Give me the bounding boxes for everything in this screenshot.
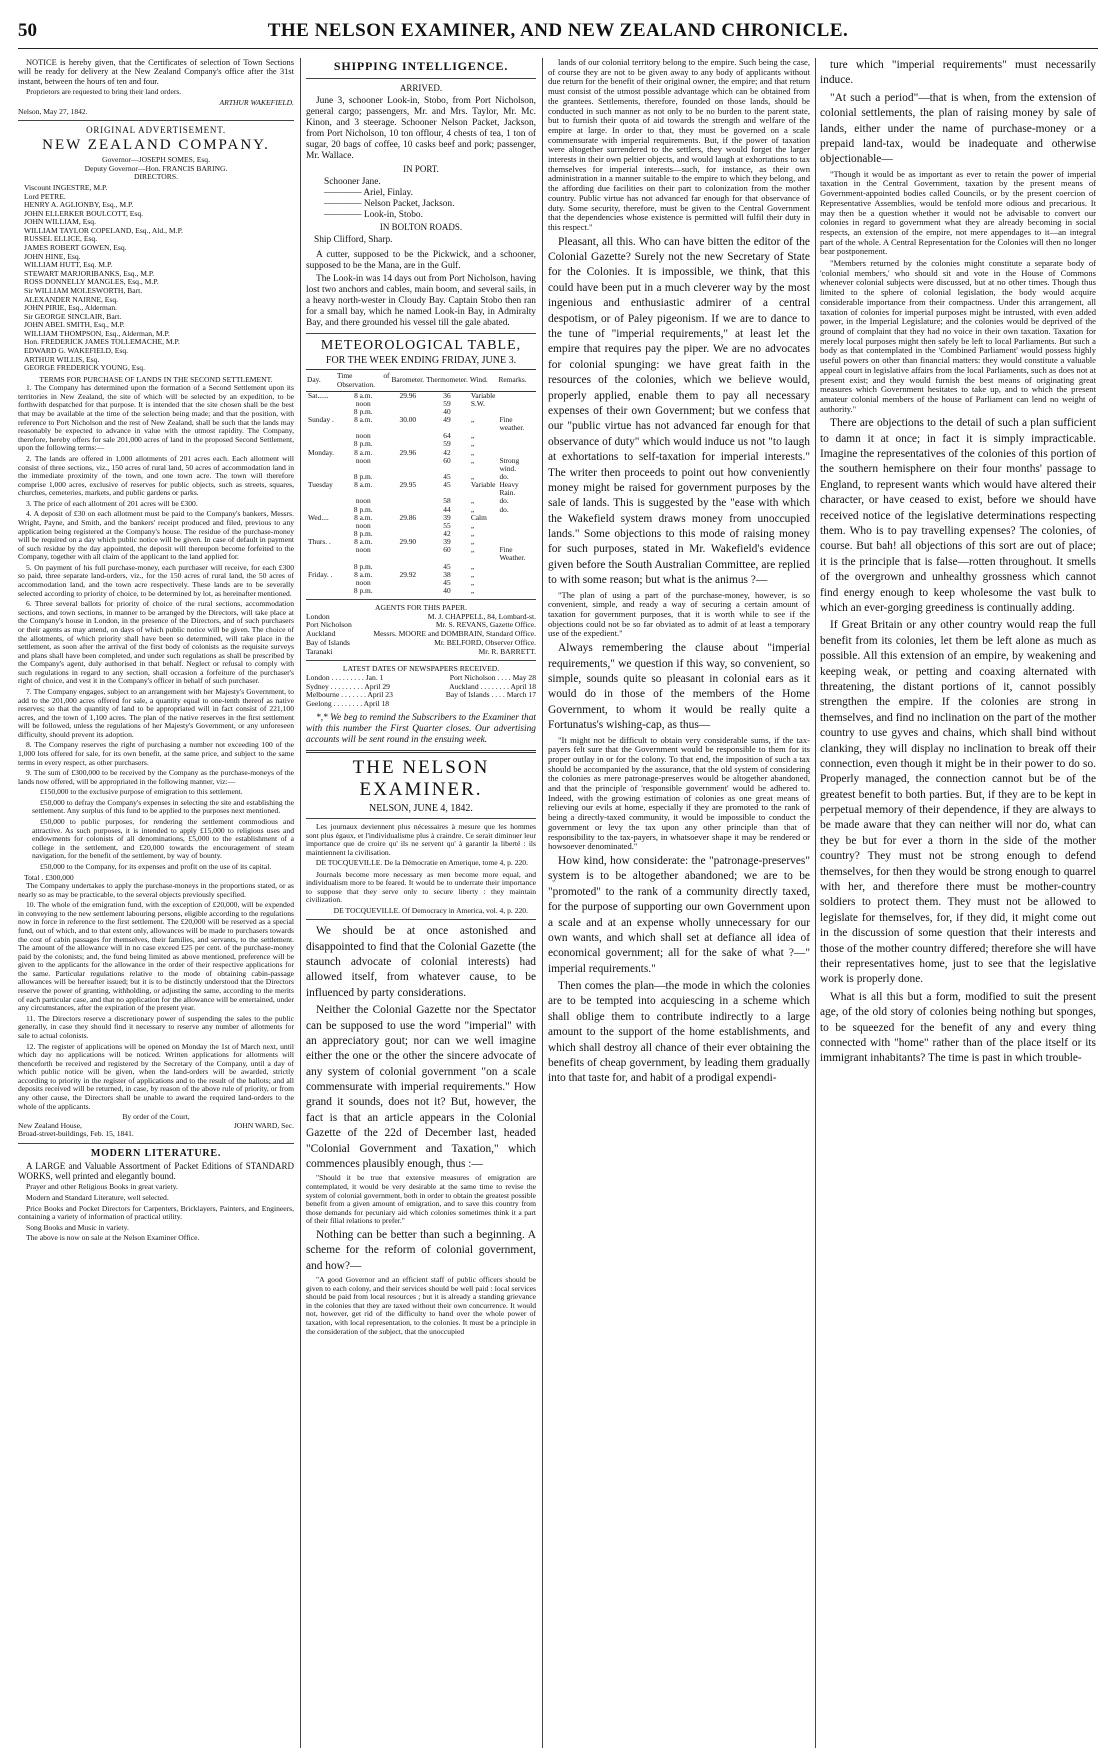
shipping-heading: SHIPPING INTELLIGENCE. — [333, 59, 509, 73]
literature-line: Prayer and other Religious Books in great variety. — [26, 1182, 178, 1192]
notice-text-2: Proprietors are requested to bring their land orders. — [26, 87, 182, 97]
company-deputy: Deputy Governor—Hon. FRANCIS BARING. — [84, 163, 228, 173]
table-row — [306, 432, 536, 440]
term: 1. The Company has determined upon the formation of a Second Settlement upon its territories in New Zealand, the site of which will be selected by an expedition, to be forthwith despatched for that purpose. It is intended that the site chosen shall be the best that may be available at the time of the selection being made; and that the position, with reference to Port Nicholson and the rest of New Zealand, shall be such that the lands may reasonably be expected to advance in value with the utmost rapidity. The Company, therefore, hereby offers for sale 201,000 acres of land in the proposed Second Settlement, upon the following terms:— — [18, 383, 294, 453]
literature-line: The above is now on sale at the Nelson Examiner Office. — [26, 1233, 200, 1243]
table-cell: 55 — [443, 520, 451, 530]
table-cell: 60 — [443, 545, 451, 555]
epigraph-english: Journals become more necessary as men become more equal, and individualism more to be feared. It would be to underrate their importance to suppose that they serve only to secure liberty : they maintain civilization. — [306, 869, 536, 905]
agent-name: Mr. S. REVANS, Gazette Office. — [435, 620, 536, 630]
agent-name: Mr. BELFORD, Observer Office. — [434, 637, 536, 647]
date-right: Port Nicholson . . . . May 28 — [449, 672, 536, 682]
term: 5. On payment of his full purchase-money, each purchaser will receive, for each £300 so paid, three separate land-orders, viz., for the 150 acres of rural land, the 50 acres of accommodation land, and the town acre respectively. These lands are to be severally selected according to priority of choice, to be determined by lot, as hereinafter mentioned. — [18, 562, 294, 598]
table-cell: 59 — [443, 439, 451, 449]
table-cell — [497, 530, 536, 538]
article-quote: lands of our colonial territory belong to the empire. Such being the case, of course they are not to be given away to any body of applicants without due return for the benefit of their original owner, the empire; and that return must consist of the utmost possible advantage which can be obtained from the grantees. Settlements, therefore, founded on those lands, should be conducted in such manner as not only to be no burden to the parent state, but to furnish their quota of aid towards the strength and welfare of the empire at large. In order to that, they must be governed on a scale commensurate with imperial requirements. But, if the power of taxation were altogether surrendered to the settlers, they would forget the larger interests in their own peltier objects, and would laugh at exhortations to tax themselves for imperial interests—such, for instance, as their own administration in a manner suitable to the empire to which they belong, and the affording due facilities on their part to colonization from the mother country. Public virtue has not advanced far enough for that observance of duty. Some security, therefore, must be given to the Central Government that the dependencies whose existence is permitted will fulfil their duty in this respect." — [548, 58, 810, 232]
table-cell: 40 — [443, 586, 451, 596]
divider — [306, 750, 536, 753]
appropriation: £50,000 to the Company, for its expenses and profit on the use of its capital. — [40, 861, 272, 871]
table-cell: 29.86 — [399, 512, 417, 522]
director: JAMES ROBERT GOWEN, Esq. — [24, 243, 127, 253]
arrived-label: ARRIVED. — [399, 82, 443, 93]
literature-line: Modern and Standard Literature, well selected. — [26, 1193, 169, 1203]
table-cell: 58 — [443, 496, 451, 506]
dates-heading: LATEST DATES OF NEWSPAPERS RECEIVED. — [342, 664, 500, 674]
literature-line: Song Books and Music in variety. — [26, 1222, 129, 1232]
column-3 — [548, 58, 810, 1748]
table-cell: 64 — [443, 431, 451, 441]
director: HENRY A. AGLIONBY, Esq., M.P. — [24, 200, 134, 210]
table-cell: 45 — [443, 561, 451, 571]
table-cell — [497, 440, 536, 448]
article-col2 — [306, 924, 536, 1336]
column-4 — [820, 58, 1096, 1748]
table-cell: 8 a.m. — [354, 415, 373, 425]
table-header-row — [306, 370, 536, 391]
date-row — [306, 700, 536, 709]
term: 6. Three several ballots for priority of choice of the rural sections, accommodation sections, and town sections, in manner to be arranged by the Directors, will take place at the Company's house in London, in the presence of the Directors, and of such purchasers or their agents as may attend, on days of which public notice will be given. The choice of the allotments, of which priority shall have been so determined, will take place in the settlement, as soon after the arrival of the first body of colonists as the requisite surveys and plans shall have been completed, and under such regulations as shall be prescribed by the Company's agent, duly authorised in that behalf. Neglect or refusal to comply with such regulations in regard to any section, shall occasion a forfeiture of the purchaser's right of choice, and vest it in the Company's officer in behalf of such purchaser. — [18, 599, 294, 686]
notice-signature: ARTHUR WAKEFIELD. — [219, 98, 294, 108]
date-right: Auckland . . . . . . . . April 18 — [449, 681, 536, 691]
article-quote: "Though it would be as important as ever to retain the power of imperial taxation in the Central Government, taxation by the present means of Government-appointed bodies called Councils, or by the present coercion of Representative Assemblies, would be tenfold more odious and precarious. It may then be a question whether it would not be advisable to convert our colonies in regard to government what they are already becoming in social respects, an extension of the empire, not mere appendages to it—an integral part of the whole. A Central Representation for the Colonies will then no longer bear postponement. — [820, 168, 1096, 257]
table-cell: 42 — [443, 529, 451, 539]
table-cell: 29.92 — [399, 569, 417, 579]
table-row — [306, 481, 536, 497]
table-cell: noon — [355, 455, 371, 465]
table-cell — [391, 432, 426, 440]
secretary: JOHN WARD, Sec. — [233, 1120, 294, 1130]
epigraph-french-source: DE TOCQUEVILLE. De la Démocratie en Amerique, tome 4, p. 220. — [315, 858, 528, 868]
director: ROSS DONNELLY MANGLES, Esq., M.P. — [24, 277, 159, 287]
table-cell: 60 — [443, 455, 451, 465]
agent-name: M. J. CHAPPELL, 84, Lombard-st. — [427, 611, 536, 621]
agent-place: Bay of Islands — [306, 637, 350, 647]
masthead: THE NELSON EXAMINER, AND NEW ZEALAND CHRONICLE. — [267, 20, 849, 41]
date-left: Sydney . . . . . . . . . April 29 — [306, 681, 390, 691]
arrived-text: June 3, schooner Look-in, Stobo, from Port Nicholson, general cargo; passengers, Mr. and Mrs. Taylor, Mr. Mc. Kinon, and 3 steerage. Schooner Nelson Packet, Jackson, from Port Nicholson, 10 ton offlour, 4 chests of tea, 1 ton of sugar, 20 bags of coffee, 10 casks beef and pork; passenger, Mr. Wallace. — [306, 96, 536, 161]
ship: ———— Look-in, Stobo. — [324, 209, 423, 220]
table-cell: 8 p.m. — [353, 406, 373, 416]
article-para: Then comes the plan—the mode in which the colonies are to be tempted into acquiescing in a scheme which shall oblige them to contribute indirectly to a large amount to the support of the home establishments, and which shall destroy all chance of their ever obtaining the benefits of cheap government, by leading them gradually into that taste for, and habit of a prodigal expendi- — [548, 980, 810, 1085]
column-header: Wind. — [469, 370, 498, 391]
director: WILLIAM TAYLOR COPELAND, Esq., Ald., M.P. — [24, 225, 183, 235]
divider — [306, 660, 536, 661]
agent-place: London — [306, 611, 330, 621]
column-rule-1 — [300, 58, 301, 1748]
terms-heading: TERMS FOR PURCHASE OF LANDS IN THE SECOND SETTLEMENT. — [39, 374, 273, 384]
director: JOHN HINE, Esq. — [24, 251, 81, 261]
table-cell — [306, 457, 336, 473]
director: JOHN WILLIAM, Esq. — [24, 217, 96, 227]
table-cell: „ — [470, 586, 475, 596]
table-row — [306, 563, 536, 571]
appropriations — [18, 788, 294, 871]
table-cell: „ — [470, 520, 475, 530]
divider — [306, 78, 536, 79]
table-cell — [391, 546, 426, 562]
table-cell: „ — [470, 496, 475, 506]
table-cell: Variable — [470, 390, 496, 400]
shipping-para: The Look-in was 14 days out from Port Nicholson, having lost two anchors and cables, main boom, and several sails, in a heavy north-wester in Cloudy Bay. Captain Stobo then ran for a small bay, which he named Look-in Bay, in Admiralty Bay, and there grounded his vessel till the gale abated. — [306, 274, 536, 328]
table-cell: 8 a.m. — [354, 390, 373, 400]
term: 3. The price of each allotment of 201 acres will be £300. — [26, 498, 198, 508]
agents-heading: AGENTS FOR THIS PAPER. — [375, 603, 467, 613]
article-quote: "Should it be true that extensive measures of emigration are contemplated, it would be very desirable at the same time to revise the system of colonial government, both in order to obtain the greatest possible benefit from a given amount of emigration, and to save this country from those demands for pecuniary aid which colonies sometimes think it a part of their filial relations to prefer." — [306, 1173, 536, 1226]
table-cell — [497, 514, 536, 522]
table-cell: do. — [499, 496, 509, 506]
article-para: Always remembering the clause about "imperial requirements," we question if this way, so convenient, so simple, sounds quite so pleasant in colonial ears as it would do in those of the members of the Home Government, to whom it would be really quite a Fortunatus's wishing-cap, as thus— — [548, 642, 810, 732]
date-right: Bay of Islands . . . . March 17 — [445, 690, 536, 700]
article-para: ture which "imperial requirements" must necessarily induce. — [820, 59, 1096, 87]
table-cell — [391, 522, 426, 530]
table-cell: „ — [470, 561, 475, 571]
table-cell: 8 p.m. — [353, 472, 373, 482]
table-row — [306, 391, 536, 400]
table-row — [306, 400, 536, 408]
directors-label: DIRECTORS. — [134, 172, 178, 182]
table-cell: „ — [470, 529, 475, 539]
table-cell: 29.96 — [399, 390, 417, 400]
in-port-list — [306, 177, 536, 221]
column-header: Thermometer. — [425, 370, 469, 391]
term: 12. The register of applications will be opened on Monday the 1st of March next, until which day no applications will be noticed. Written applications for allotments will thenceforth be received and registered by the Secretary of the Company, until a day of which public notice will be given, when the land-orders will be awarded, strictly according to priority in the register of applications and to the result of the ballots; and all deposits received will be returned, in case, by reason of the above rule of priority, or from any other cause, the Directors shall be unable to award the required land-orders to the whole of the applicants. — [18, 1041, 294, 1111]
director: Sir GEORGE SINCLAIR, Bart. — [24, 311, 122, 321]
column-header: Day. — [306, 370, 336, 391]
table-cell: noon — [355, 577, 371, 587]
director: ALEXANDER NAIRNE, Esq. — [24, 294, 119, 304]
table-cell: Fine weather. — [499, 415, 525, 433]
article-quote: "A good Governor and an efficient staff of public officers should be given to each colony, and their services should be well paid : local services should be paid from local resources ; but it is already a standing grievance in the colonies that they are taxed without their own concurrence. It would not, however, get rid of the difficulty to hand over the whole power of taxation, with local representation, to the colonies. It must be a principle in the consideration of the subject, that the unoccupied — [306, 1275, 536, 1336]
ship: ———— Ariel, Finlay. — [324, 188, 413, 199]
company-title: NEW ZEALAND COMPANY. — [42, 137, 270, 154]
appropriation: £150,000 to the exclusive purpose of emigration to this settlement. — [40, 787, 243, 797]
epigraph — [306, 823, 536, 915]
ship: Schooner Jane. — [324, 177, 381, 188]
table-cell: „ — [470, 545, 475, 555]
table-cell — [306, 546, 336, 562]
shipping-para: A cutter, supposed to be the Pickwick, and a schooner, supposed to be the Mana, are in the Gulf. — [306, 250, 536, 272]
address: Broad-street-buildings, Feb. 15, 1841. — [18, 1129, 134, 1139]
director: WILLIAM THOMPSON, Esq., Alderman, M.P. — [24, 328, 170, 338]
table-cell: noon — [355, 545, 371, 555]
article-para: There are objections to the detail of such a plan sufficient to damn it at once; in fact it is simply impracticable. Imagine the representatives of the colonies of this portion of the southern hemisphere on their four months' passage to England, to represent wants which would have altered their character, or have ceased to exist, before we should have received notice of the legislative determinations respecting them. Who is to pay travelling expenses? The colonies, of course. But bah! all objections of this sort are out of place; it is the principle that is false—rotten throughout. It smells of the overgrown and unhealthy grossness which cannot find energy enough to keep wholesome the vast bulk to which an ever-gorging greediness is continually adding. — [820, 417, 1096, 614]
table-cell: „ — [470, 447, 475, 457]
table-cell: Sat...... — [308, 390, 329, 400]
term: 8. The Company reserves the right of purchasing a number not exceeding 100 of the 1,000 lots offered for sale, for its own benefit, at the same price, and subject to the same terms in every respect, as other purchasers. — [18, 740, 294, 767]
table-cell: do. — [499, 504, 509, 514]
term: 7. The Company engages, subject to an arrangement with her Majesty's Government, to add to the 201,000 acres offered for sale, a quantity equal to one-tenth thereof as native reserves; so that the quantity of land to be appropriated will in fact consist of 221,100 acres, and the town of 1,100 acres. The plan of the native reserves in the first settlement will be followed, unless the regulations of her Majesty's Government, or any unforeseen difficulty, should prevent its adoption. — [18, 686, 294, 739]
meteorological-title: METEOROLOGICAL TABLE, — [320, 337, 522, 353]
table-cell — [391, 587, 426, 595]
table-cell: 8 a.m. — [354, 512, 373, 522]
table-cell — [306, 400, 336, 408]
table-row — [306, 416, 536, 432]
table-cell: Variable — [470, 480, 496, 490]
house: New Zealand House, — [18, 1120, 82, 1130]
table-cell — [497, 522, 536, 530]
table-cell: 29.96 — [399, 447, 417, 457]
term: 2. The lands are offered in 1,000 allotments of 201 acres each. Each allotment will consist of three sections, viz., 150 acres of rural land, 50 acres of accommodation land in the immediate proximity of the town, and one town acre. The town will therefore comprise 1,000 acres, exclusive of reserves for public objects, such as streets, squares, churches, cemeteries, markets, and public gardens or parks. — [18, 453, 294, 498]
term: 9. The sum of £300,000 to be received by the Company as the purchase-moneys of the lands now offered, will be appropriated in the following manner, viz:— — [18, 768, 294, 786]
director: GEORGE FREDERICK YOUNG, Esq. — [24, 363, 146, 373]
agent-row — [306, 648, 536, 657]
article-para: Nothing can be better than such a beginning. A scheme for the reform of colonial government, and how?— — [306, 1228, 536, 1272]
table-cell: 8 p.m. — [353, 561, 373, 571]
table-cell — [391, 400, 426, 408]
column-rule-3 — [815, 58, 816, 1748]
article-quote: "The plan of using a part of the purchase-money, however, is so convenient, simple, and ready a way of securing a certain amount of taxation for government purposes, that it is worth while to see if the objections could not be so far obviated as to admit of at least a temporary use of the expedient." — [548, 589, 810, 639]
table-cell: Fine Weather. — [499, 545, 526, 563]
table-cell — [497, 563, 536, 571]
company-heading: ORIGINAL ADVERTISEMENT. — [86, 125, 226, 136]
notice — [18, 58, 294, 116]
divider — [18, 120, 294, 121]
table-cell — [306, 497, 336, 505]
literature-heading: MODERN LITERATURE. — [90, 1147, 222, 1159]
column-header: Remarks. — [497, 370, 536, 391]
table-cell: 30.00 — [399, 415, 417, 425]
literature-line: Price Books and Pocket Directors for Carpenters, Bricklayers, Painters, and Engineers, containing a variety of information of practical utility. — [18, 1203, 294, 1222]
table-cell: 45 — [443, 480, 451, 490]
article-para: Pleasant, all this. Who can have bitten the editor of the Colonial Gazette? Surely not the new Secretary of State for the Colonies. It is impossible, we think, that this could have been put in a much cleverer way by the most ingenious and enthusiastic admirer of a central despotism, or of Paley pigeonism. If we are to dance to the tune of "imperial requirements," at least let the empire that requires pay the piper. We are no advocates for colonial spunging: we have great faith in the resources of the colonies, which we believe would, properly applied, enable them to pay all necessary expenses of their own Government; but we confess that our "public virtue has not advanced far enough for that observance of duty" which would induce us not "to laugh at exhortations to self-taxation for imperial interests." The writer then proceeds to point out how conveniently money might be raised for government purposes by the sale of lands. This is suggested by the "ease with which the Wakefield system draws money from unoccupied lands." Some objections to this mode of raising money for such purposes, stated in Mr. Wakefield's evidence given before the South Australian Committee, are replied to with some reason; but what is the animus ?— — [548, 235, 810, 587]
notice-text: NOTICE is hereby given, that the Certificates of selection of Town Sections will be ready for delivery at the New Zealand Company's office after the 31st instant, between the hours of ten and four. — [18, 58, 294, 86]
column-1 — [18, 58, 294, 1748]
table-cell — [497, 432, 536, 440]
table-cell — [306, 432, 336, 440]
table-cell: Thurs. . — [308, 537, 331, 547]
term: The Company undertakes to apply the purchase-moneys in the proportions stated, or as nearly so as may be practicable, to the several objects previously specified. — [18, 881, 294, 899]
ship: ———— Nelson Packet, Jackson. — [324, 199, 455, 210]
director: WILLIAM HUTT, Esq. M.P. — [24, 260, 113, 270]
director: Hon. FREDERICK JAMES TOLLEMACHE, M.P. — [24, 337, 180, 347]
table-cell — [497, 400, 536, 408]
director: JOHN ABEL SMITH, Esq., M.P. — [24, 320, 125, 330]
table-cell: „ — [470, 439, 475, 449]
column-header: Barometer. — [391, 370, 426, 391]
table-cell: 8 a.m. — [354, 569, 373, 579]
agent-place: Auckland — [306, 629, 336, 639]
director: Lord PETRE. — [24, 191, 66, 201]
table-row — [306, 530, 536, 538]
table-cell — [306, 579, 336, 587]
column-header: Time of Observation. — [336, 370, 390, 391]
agent-place: Taranaki — [306, 646, 333, 656]
term: 4. A deposit of £30 on each allotment must be paid to the Company's bankers, Messrs. Wright, Payne, and Smith, and the bankers' receipt produced and filed, previous to any application being registered at the Company's house. The residue of the purchase-money will be required on a day which public notice will be given. In case of default in payment of such residue by the day appointed, the deposit will thereupon become forfeited to the Company, together with all claim of the applicant to the land applied for. — [18, 509, 294, 562]
order-of-court: By order of the Court, — [122, 1112, 190, 1122]
table-cell: „ — [470, 537, 475, 547]
agent-place: Port Nicholson — [306, 620, 352, 630]
table-cell: noon — [355, 496, 371, 506]
meteorological-rows — [306, 391, 536, 595]
dates-list — [306, 674, 536, 709]
literature-title: A LARGE and Valuable Assortment of Packet Editions of STANDARD WORKS, well printed and elegantly bound. — [18, 1161, 294, 1182]
date-left: Melbourne . . . . . . . April 23 — [306, 690, 393, 700]
director: JOHN ELLERKER BOULCOTT, Esq. — [24, 208, 144, 218]
appropriation-total: Total . £300,000 — [24, 872, 74, 882]
table-cell: 8 p.m. — [353, 504, 373, 514]
table-cell: 8 p.m. — [353, 529, 373, 539]
agents-list — [306, 613, 536, 657]
table-cell: 49 — [443, 415, 451, 425]
table-cell: do. — [499, 472, 509, 482]
divider — [306, 333, 536, 334]
page-header — [18, 18, 1098, 49]
epigraph-english-source: DE TOCQUEVILLE. Of Democracy in America, vol. 4, p. 220. — [333, 905, 528, 915]
examiner-title: THE NELSON EXAMINER. — [352, 756, 490, 800]
table-cell — [306, 587, 336, 595]
agent-name: Messrs. MOORE and DOMBRAIN, Standard Office. — [373, 629, 536, 639]
table-cell: 44 — [443, 504, 451, 514]
table-cell: „ — [470, 415, 475, 425]
table-cell: Monday. — [308, 447, 335, 457]
appropriation: £50,000 to public purposes, for rendering the settlement commodious and attractive. As such purposes, it is intended to apply £15,000 to religious uses and endowments for colonists of all denominations, £5,000 to the establishment of a college in the settlement, and £20,000 towards the encouragement of steam navigation, for the benefit of the settlement, by way of bounty. — [32, 817, 294, 861]
table-row — [306, 514, 536, 522]
table-cell: Calm — [470, 512, 487, 522]
article-para: "At such a period"—that is when, from the extension of colonial settlements, the plan of raising money by sale of lands, either under the name of purchase-money or a prepaid land-tax, would be inadequate and otherwise objectionable— — [820, 91, 1096, 166]
column-2 — [306, 58, 536, 1748]
article-para: If Great Britain or any other country would reap the full benefit from its colonies, let them be left alone as much as possible. All this extension of an empire, by weakening and keeping weak, or petting and coaxing alternated with threatening, the distant portions of it, cannot possibly strengthen the empire. If the colonies are strong in themselves, and find no inclination on the part of the mother country to use gyves and chains, which shall bind without clanking, they will display no inclination to break off their connection, even though it might be in their power to do so. Properly managed, the connection cannot but be of the greatest benefit to both parties. But, if they are to be kept in perpetual memory of their dependence, if they are always to be made aware that they can neither will nor do, what can they be but for ever a thorn in the side of the mother country? They must not be strong enough to defend themselves, for then they would be strong enough to quarrel with her, and therefore there must be mother-country soldiers to protect them. They must not be allowed to legislate for themselves, for, if they did, it might come out in the discussion of some question that their interests and those of the mother country differed; therefore she will have their representatives home, just to see that the legislative work is properly done. — [820, 619, 1096, 986]
article-para: Neither the Colonial Gazette nor the Spectator can be supposed to use the word "imperial" with an appreciatory gout; nor can we well imagine either the one or the other the sincere advocate of any system of colonial government "on a scale commensurate with imperial requirements." How grand it sounds, does not it? But, however, the fact is that an article appears in the Colonial Gazette of the 22d of December last, headed "Colonial Government and Taxation," which commences plausibly enough, thus :— — [306, 1004, 536, 1171]
director: STEWART MARJORIBANKS, Esq., M.P. — [24, 268, 155, 278]
page-number: 50 — [18, 20, 37, 41]
table-cell: Friday. . — [308, 569, 333, 579]
table-cell: Sunday . — [308, 415, 334, 425]
table-row — [306, 506, 536, 514]
article-para: What is all this but a form, modified to suit the present age, of the old story of colonies being nothing but sponges, to be squeezed for the benefit of any and every thing connected with "home" rather than of the place itself or its immigrant inhabitants? The time is past in which trouble- — [820, 990, 1096, 1065]
table-cell: 8 a.m. — [354, 537, 373, 547]
company-governor: Governor—JOSEPH SOMES, Esq. — [101, 155, 210, 165]
term: 10. The whole of the emigration fund, with the exception of £20,000, will be expended in conveying to the new settlement labouring persons, eligible according to the regulations now in force in reference to the first settlement. The £20,000 will be reserved as a special fund, out of which, and to that extent only, allowances will be made to purchasers towards the cost of cabin passages for themselves, their families, and servants, to the settlement. The amount of the allowance will in no case exceed £25 per cent. of the purchase-money paid by the colonists; and, the fund being limited as above mentioned, preference will be given to the applicants for the allowance in the order of their respective applications for the same. Particular regulations relative to the mode of obtaining cabin-passage allowances will be hereafter issued; but it is to be distinctly understood that the Directors reserve the power of granting, withholding, or adjusting the same, according to the merits of each particular case, and that no application for the allowance will be entertained, under any circumstances, after the expiration of the present year. — [18, 900, 294, 1013]
director: RUSSEL ELLICE, Esq. — [24, 234, 98, 244]
table-row — [306, 587, 536, 595]
table-cell: Tuesday — [308, 480, 333, 490]
table-cell — [497, 579, 536, 587]
epigraph-french: Les journaux deviennent plus nécessaires à mesure que les hommes sont plus égaux, et l'individualisme plus à craindre. Ce serait diminuer leur importance que de croire qu' ils ne servent qu' à garantir la liberté : ils maintiennent la civilisation. — [306, 822, 536, 857]
director: JOHN PIRIE, Esq., Alderman. — [24, 303, 118, 313]
table-cell: noon — [355, 398, 371, 408]
table-cell: Heavy Rain. — [499, 480, 519, 498]
table-cell: 39 — [443, 537, 451, 547]
table-cell: Wed.... — [308, 512, 329, 522]
table-cell: 8 p.m. — [353, 439, 373, 449]
in-port-label: IN PORT. — [403, 163, 439, 174]
table-row — [306, 457, 536, 473]
table-cell: 38 — [443, 569, 451, 579]
table-cell — [497, 587, 536, 595]
table-row — [306, 522, 536, 530]
table-row — [306, 579, 536, 587]
table-cell: 8 p.m. — [353, 586, 373, 596]
table-cell: „ — [470, 504, 475, 514]
table-cell: noon — [355, 520, 371, 530]
article-para: How kind, how considerate: the "patronage-preserves" system is to be altogether abandoned; we are to be "promoted" to the rank of a community directly taxed, for the purpose of supporting our own Government upon a scale and at an expense wholly unnecessary for our own wants, and which shall set at defiance all idea of economical government; all for the sake of what ?—" imperial requirements." — [548, 854, 810, 975]
article-quote: "Members returned by the colonies might constitute a separate body of 'colonial members,' who should sit and vote in the House of Commons whenever colonial subjects were discussed, but at no other times. Though thus limited to the sphere of colonial legislation, the body would acquire considerable importance from their compactness. Under this arrangement, all taxation of colonies for imperial purposes might be intrusted, with even added power, in the Imperial Legislature; and the colonies would be deprived of the ground of complaint that they had no voice in their own taxation. Taxation for merely local purposes might then safely be left to local Parliaments. But such a body as that contemplated in the 'Combined Parliament' would possess highly useful powers on other than financial matters: they would constitute a valuable appeal court in legislative affairs from the local Parliaments, such as does not at present exist; and they would furnish the best means of originating great measures which Government hesitates to take up, and to which the present amateur colonial members of the house of Parliament can lend no weight of authority." — [820, 258, 1096, 414]
table-cell: 29.90 — [399, 537, 417, 547]
term: 11. The Directors reserve a discretionary power of suspending the sales to the public generally, in case they should find it necessary to reserve any number of allotments for sale to actual colonists. — [18, 1013, 294, 1040]
director: Sir WILLIAM MOLESWORTH, Bart. — [24, 285, 143, 295]
divider — [306, 818, 536, 819]
roads-ship: Ship Clifford, Sharp. — [314, 235, 393, 246]
director: ARTHUR WILLIS, Esq. — [24, 354, 100, 364]
date-left: Geelong . . . . . . . . April 18 — [306, 699, 390, 709]
table-cell: 8 a.m. — [354, 447, 373, 457]
table-cell: 40 — [443, 406, 451, 416]
notice-place-date: Nelson, May 27, 1842. — [18, 106, 88, 116]
divider — [306, 599, 536, 600]
agent-name: Mr. R. BARRETT. — [478, 646, 536, 656]
table-cell — [306, 522, 336, 530]
table-cell: 42 — [443, 447, 451, 457]
table-cell: „ — [470, 431, 475, 441]
table-cell — [497, 391, 536, 400]
reminder: *,* We beg to remind the Subscribers to the Examiner that with this number the First Quarter closes. Our advertising accounts will be sent round in the ensuing week. — [306, 712, 536, 745]
examiner-date: NELSON, JUNE 4, 1842. — [369, 802, 473, 814]
table-cell: „ — [470, 472, 475, 482]
table-row — [306, 546, 536, 562]
directors-list — [18, 184, 294, 373]
director: Viscount INGESTRE, M.P. — [24, 183, 108, 193]
table-cell: 45 — [443, 577, 451, 587]
table-row — [306, 571, 536, 579]
table-cell: 59 — [443, 398, 451, 408]
table-cell: 45 — [443, 472, 451, 482]
article-para: We should be at once astonished and disappointed to find that the Colonial Gazette (the staunch advocate of colonial interests) had allowed itself, from whatever cause, to be influenced by party considerations. — [306, 925, 536, 999]
divider — [18, 1143, 294, 1144]
table-cell — [497, 571, 536, 579]
table-cell: 8 a.m. — [354, 480, 373, 490]
table-cell: „ — [470, 577, 475, 587]
table-cell — [391, 457, 426, 473]
meteorological-subtitle: FOR THE WEEK ENDING FRIDAY, JUNE 3. — [325, 354, 517, 366]
table-row — [306, 440, 536, 448]
article-quote: "It might not be difficult to obtain very considerable sums, if the tax-payers felt sure that the Government would be responsible to them for its proper outlay in or for the colony. To that end, the imposition of such a tax should be accompanied by the assurance, that the old system of considering the colonies as mere patronage-preserves would be altogether abandoned, and that the principle of 'responsible government' would be adhered to. Indeed, with the growing estimation of colonies as one great means of relieving our evils at home, especially if they are promoted to the rank of being a directly-taxed community, it would be impossible to conduct the government or levy the tax upon any other principle than that of responsibility to the tax-payers, in whatsoever shape it may be rendered or howsoever denominated." — [548, 734, 810, 852]
roads-label: IN BOLTON ROADS. — [379, 221, 463, 232]
table-cell: Strong wind. — [499, 455, 520, 473]
date-left: London . . . . . . . . . Jan. 1 — [306, 672, 384, 682]
table-cell — [391, 579, 426, 587]
table-cell: „ — [470, 569, 475, 579]
table-cell: „ — [470, 455, 475, 465]
appropriation: £50,000 to defray the Company's expenses in selecting the site and establishing the settlement. Any surplus of this fund to be applied to the purposes next mentioned. — [32, 797, 294, 816]
meteorological-table — [306, 369, 536, 595]
table-cell: noon — [355, 431, 371, 441]
table-cell: 39 — [443, 512, 451, 522]
table-cell: S.W. — [470, 398, 485, 408]
divider — [306, 919, 536, 920]
director: EDWARD G. WAKEFIELD, Esq. — [24, 346, 129, 355]
table-cell — [391, 497, 426, 505]
table-cell: 36 — [443, 390, 451, 400]
table-cell: 29.95 — [399, 480, 417, 490]
column-rule-2 — [542, 58, 543, 1748]
